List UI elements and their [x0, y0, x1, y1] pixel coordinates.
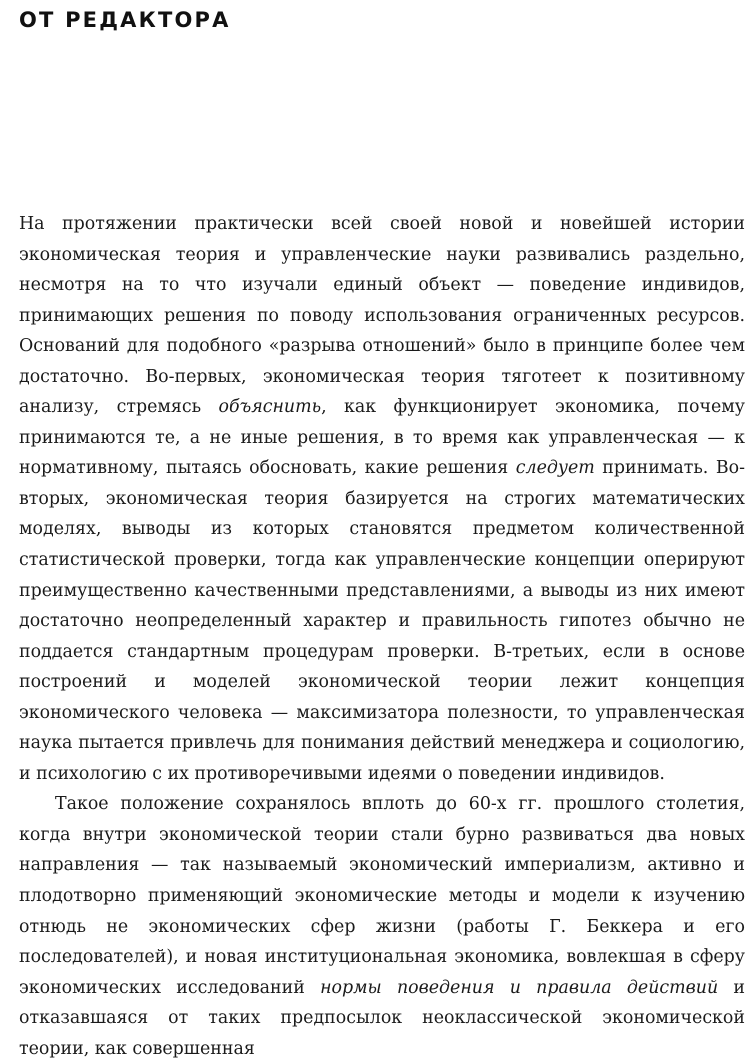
body-text — [19, 209, 745, 1064]
section-heading: ОТ РЕДАКТОРА — [19, 8, 231, 32]
paragraph-2-emphasis-norms: нормы поведения и правила действий — [320, 977, 719, 998]
paragraph-2 — [19, 789, 745, 1064]
paragraph-1-text-b: , как функционирует экономика, почему принимаются те, а не иные решения, в то время как управленческая — к нормативному, пытаясь обосновать, какие решения — [19, 397, 745, 479]
paragraph-1 — [19, 209, 745, 789]
paragraph-1-text-a: На протяжении практически всей своей новой и новейшей истории экономическая теория и управленческие науки развивались раздельно, несмотря на то что изучали единый объект — поведение индивидов, принимающих решения по поводу использования ограниченных ресурсов. Оснований для подобного «разрыва отношений» было в принципе более чем достаточно. Во-первых, экономическая теория тяготеет к позитивному анализу, стремясь — [19, 214, 745, 418]
paragraph-2-text-a: Такое положение сохранялось вплоть до 60-х гг. прошлого столетия, когда внутри экономической теории стали бурно развиваться два новых направления — так называемый экономический империализм, активно и плодотворно применяющий экономические методы и модели к изучению отнюдь не экономических сфер жизни (работы Г. Беккера и его последователей), и новая институциональная экономика, вовлекшая в сферу экономических исследований — [19, 794, 745, 998]
paragraph-1-text-c: принимать. Во-вторых, экономическая теория базируется на строгих математических моделях, выводы из которых становятся предметом количественной статистической проверки, тогда как управленческие концепции оперируют преимущественно качественными представлениями, а выводы из них имеют достаточно неопределенный характер и правильность гипотез обычно не поддается стандартным процедурам проверки. В-третьих, если в основе построений и моделей экономической теории лежит концепция экономического человека — максимизатора полезности, то управленческая наука пытается привлечь для понимания действий менеджера и социологию, и психологию с их противоречивыми идеями о поведении индивидов. — [19, 458, 745, 784]
book-page — [19, 0, 745, 1059]
paragraph-1-emphasis-explain: объяснить — [218, 397, 322, 418]
paragraph-1-emphasis-should: следует — [515, 458, 595, 479]
paragraph-2-text-b: и отказавшаяся от таких предпосылок неоклассической экономической теории, как совершенная — [19, 977, 745, 1059]
